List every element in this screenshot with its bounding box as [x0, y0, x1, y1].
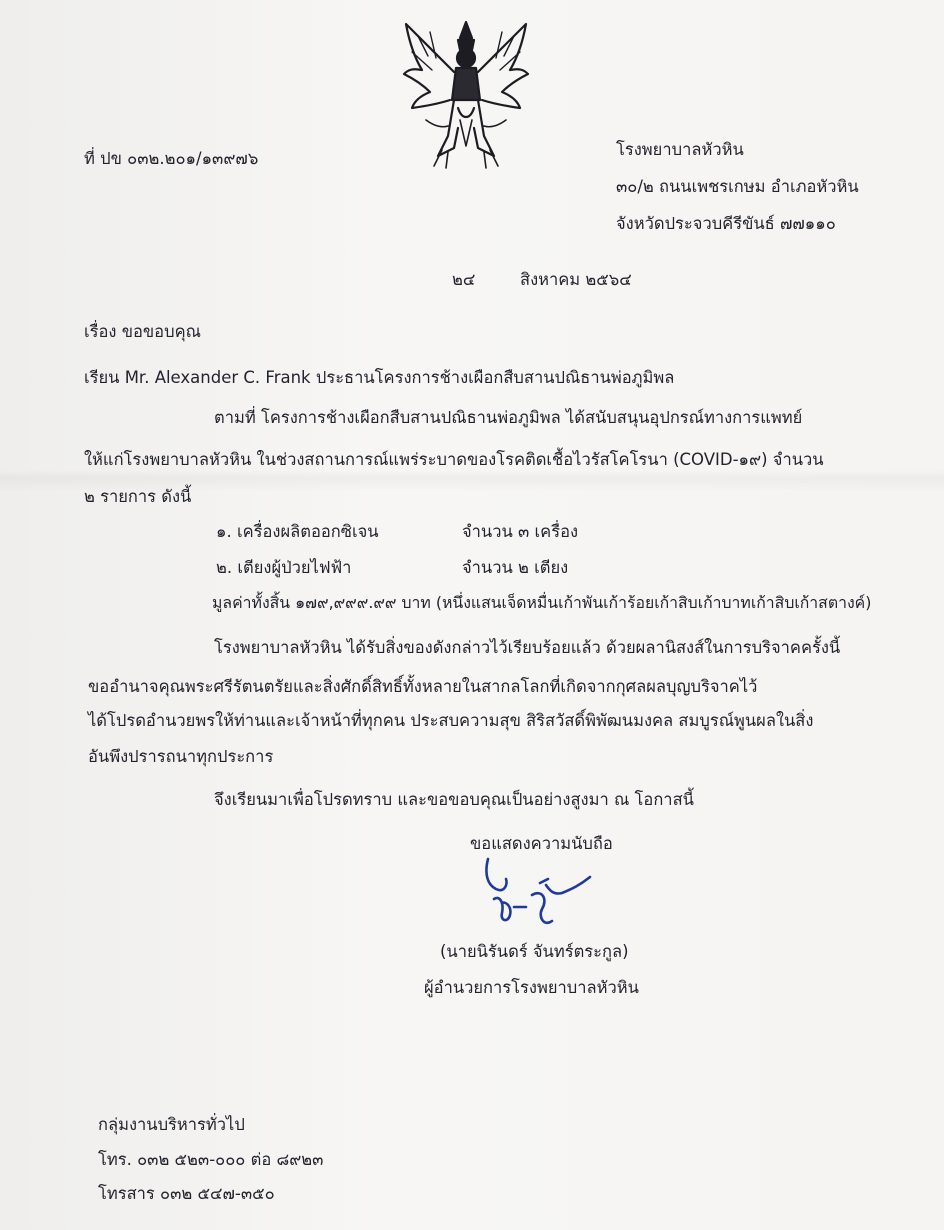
recipient-line: เรียน Mr. Alexander C. Frank ประธานโครงการช้างเผือกสืบสานปณิธานพ่อภูมิพล	[84, 368, 675, 387]
signer-title: ผู้อำนวยการโรงพยาบาลหัวหิน	[424, 978, 639, 997]
handwritten-signature	[482, 855, 594, 935]
reference-number: ที่ ปข ๐๓๒.๒๐๑/๑๓๙๗๖	[84, 149, 259, 168]
body-paragraph-1-line-1: ตามที่ โครงการช้างเผือกสืบสานปณิธานพ่อภูมิพล ได้สนับสนุนอุปกรณ์ทางการแพทย์	[214, 408, 803, 427]
garuda-emblem-icon	[398, 16, 534, 170]
address-line-2: จังหวัดประจวบคีรีขันธ์ ๗๗๑๑๐	[616, 214, 836, 233]
subject-line: เรื่อง ขอขอบคุณ	[84, 322, 201, 341]
footer-fax: โทรสาร ๐๓๒ ๕๔๗-๓๕๐	[98, 1184, 275, 1203]
hospital-name: โรงพยาบาลหัวหิน	[616, 140, 744, 159]
body-paragraph-1-line-3: ๒ รายการ ดังนี้	[84, 487, 192, 506]
closing-line: จึงเรียนมาเพื่อโปรดทราบ และขอขอบคุณเป็นอย่างสูงมา ณ โอกาสนี้	[214, 790, 694, 809]
item-1-name: ๑. เครื่องผลิตออกซิเจน	[216, 522, 379, 541]
total-value-line: มูลค่าทั้งสิ้น ๑๗๙,๙๙๙.๙๙ บาท (หนึ่งแสนเจ็ดหมื่นเก้าพันเก้าร้อยเก้าสิบเก้าบาทเก้าสิบเก้าสตางค์)	[212, 593, 872, 612]
item-2-quantity: จำนวน ๒ เตียง	[462, 558, 569, 577]
body-paragraph-2-line-1: โรงพยาบาลหัวหิน ได้รับสิ่งของดังกล่าวไว้เรียบร้อยแล้ว ด้วยผลานิสงส์ในการบริจาคครั้งนี้	[214, 638, 841, 657]
item-1-quantity: จำนวน ๓ เครื่อง	[462, 522, 579, 541]
address-line-1: ๓๐/๒ ถนนเพชรเกษม อำเภอหัวหิน	[616, 177, 859, 196]
date-month-year: สิงหาคม ๒๕๖๔	[520, 270, 632, 289]
signature-salutation: ขอแสดงความนับถือ	[470, 834, 613, 853]
signer-name: (นายนิรันดร์ จันทร์ตระกูล)	[440, 942, 629, 961]
body-paragraph-2-line-2: ขออำนาจคุณพระศรีรัตนตรัยและสิ่งศักดิ์สิทธิ์ทั้งหลายในสากลโลกที่เกิดจากกุศลผลบุญบริจาคไว้	[88, 677, 758, 696]
item-2-name: ๒. เตียงผู้ป่วยไฟฟ้า	[216, 558, 352, 577]
body-paragraph-1-line-2: ให้แก่โรงพยาบาลหัวหิน ในช่วงสถานการณ์แพร่ระบาดของโรคติดเชื้อไวรัสโคโรนา (COVID-๑๙) จำนวน	[84, 450, 824, 469]
body-paragraph-2-line-3: ได้โปรดอำนวยพรให้ท่านและเจ้าหน้าที่ทุกคน ประสบความสุข สิริสวัสดิ์พิพัฒนมงคล สมบูรณ์พูนผลในสิ่ง	[88, 711, 814, 730]
footer-phone: โทร. ๐๓๒ ๕๒๓-๐๐๐ ต่อ ๘๙๒๓	[98, 1150, 324, 1169]
footer-department: กลุ่มงานบริหารทั่วไป	[98, 1115, 245, 1134]
body-paragraph-2-line-4: อันพึงปรารถนาทุกประการ	[88, 747, 274, 766]
date-day: ๒๔	[452, 270, 476, 289]
